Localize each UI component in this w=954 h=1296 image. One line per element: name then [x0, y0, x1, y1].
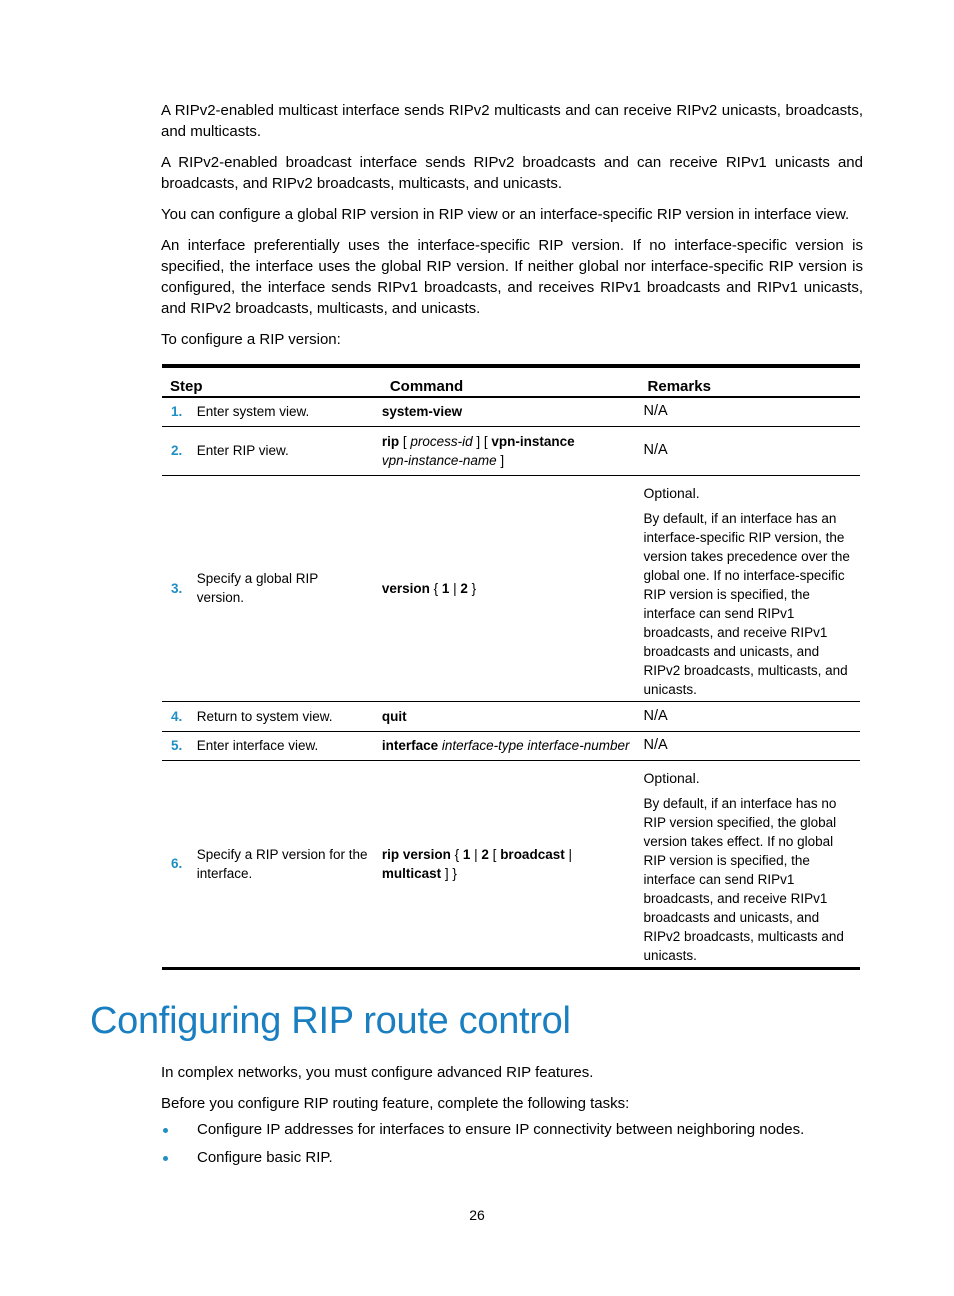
step-command: version { 1 | 2 }: [382, 475, 640, 701]
remark-optional: Optional.: [643, 484, 700, 501]
prerequisite-task-list: [161, 1119, 804, 1175]
paragraph-section-intro: In complex networks, you must configure advanced RIP features.: [161, 1064, 594, 1081]
table-row: [162, 701, 860, 731]
table-header-row: [162, 366, 860, 397]
step-command: quit: [382, 701, 640, 731]
header-step: Step: [162, 366, 382, 397]
bullet-icon: [163, 1128, 168, 1133]
table-row: [162, 397, 860, 426]
list-item: Configure basic RIP.: [161, 1147, 804, 1175]
step-remarks: [640, 475, 860, 701]
table-row: [162, 475, 860, 701]
step-description: Return to system view.: [197, 701, 382, 731]
paragraph-broadcast: A RIPv2-enabled broadcast interface sends RIPv2 broadcasts and can receive RIPv1 unicasts and broadcasts, and RIPv2 broadcasts, multicasts, and unicasts.: [161, 154, 863, 192]
step-command: system-view: [382, 397, 640, 426]
step-remarks: N/A: [640, 701, 860, 731]
step-number: 3.: [162, 475, 197, 701]
step-number: 6.: [162, 760, 197, 968]
table-row: [162, 760, 860, 968]
step-number: 4.: [162, 701, 197, 731]
page-number: 26: [469, 1207, 485, 1223]
step-remarks: N/A: [640, 426, 860, 475]
step-number: 1.: [162, 397, 197, 426]
step-description: Specify a RIP version for the interface.: [197, 760, 382, 968]
header-command: Command: [382, 366, 640, 397]
rip-version-steps-table: [162, 364, 860, 970]
step-remarks: [640, 760, 860, 968]
remark-body: By default, if an interface has an interface-specific RIP version, the version takes precedence over the global one. If no interface-specific RIP version is specified, the interface can send RIPv1 broadcasts, and receive RIPv1 broadcasts and unicasts, and RIPv2 broadcasts, multicasts, and unicasts.: [643, 510, 850, 697]
step-remarks: N/A: [640, 397, 860, 426]
step-remarks: N/A: [640, 731, 860, 760]
step-command: rip version { 1 | 2 [ broadcast | multicast ] }: [382, 760, 640, 968]
paragraph-to-configure: To configure a RIP version:: [161, 331, 341, 348]
paragraph-multicast: A RIPv2-enabled multicast interface sends RIPv2 multicasts and can receive RIPv2 unicasts, broadcasts, and multicasts.: [161, 102, 863, 140]
header-remarks: Remarks: [640, 366, 860, 397]
step-description: Specify a global RIP version.: [197, 475, 382, 701]
paragraph-prerequisites: Before you configure RIP routing feature, complete the following tasks:: [161, 1095, 630, 1112]
remark-optional: Optional.: [643, 769, 700, 786]
section-heading: Configuring RIP route control: [90, 1000, 571, 1042]
table-row: [162, 426, 860, 475]
table-row: [162, 731, 860, 760]
step-description: Enter system view.: [197, 397, 382, 426]
paragraph-interface-preference: An interface preferentially uses the interface-specific RIP version. If no interface-specific version is specified, the interface uses the global RIP version. If neither global nor interface-specific RIP version is configured, the interface sends RIPv1 broadcasts, and receives RIPv1 broadcasts and RIPv1 unicasts, and RIPv2 broadcasts, multicasts, and unicasts.: [161, 237, 863, 317]
step-description: Enter RIP view.: [197, 426, 382, 475]
step-number: 2.: [162, 426, 197, 475]
paragraph-global-version: You can configure a global RIP version in RIP view or an interface-specific RIP version in interface view.: [161, 206, 850, 223]
list-item: Configure IP addresses for interfaces to ensure IP connectivity between neighboring nodes.: [161, 1119, 804, 1147]
step-command: rip [ process-id ] [ vpn-instance vpn-instance-name ]: [382, 426, 640, 475]
bullet-icon: [163, 1156, 168, 1161]
step-command: interface interface-type interface-number: [382, 731, 640, 760]
step-description: Enter interface view.: [197, 731, 382, 760]
remark-body: By default, if an interface has no RIP version specified, the global version takes effect. If no global RIP version is specified, the interface can send RIPv1 broadcasts, and receive RIPv1 broadcasts and unicasts, and RIPv2 broadcasts, multicasts and unicasts.: [643, 795, 844, 963]
step-number: 5.: [162, 731, 197, 760]
